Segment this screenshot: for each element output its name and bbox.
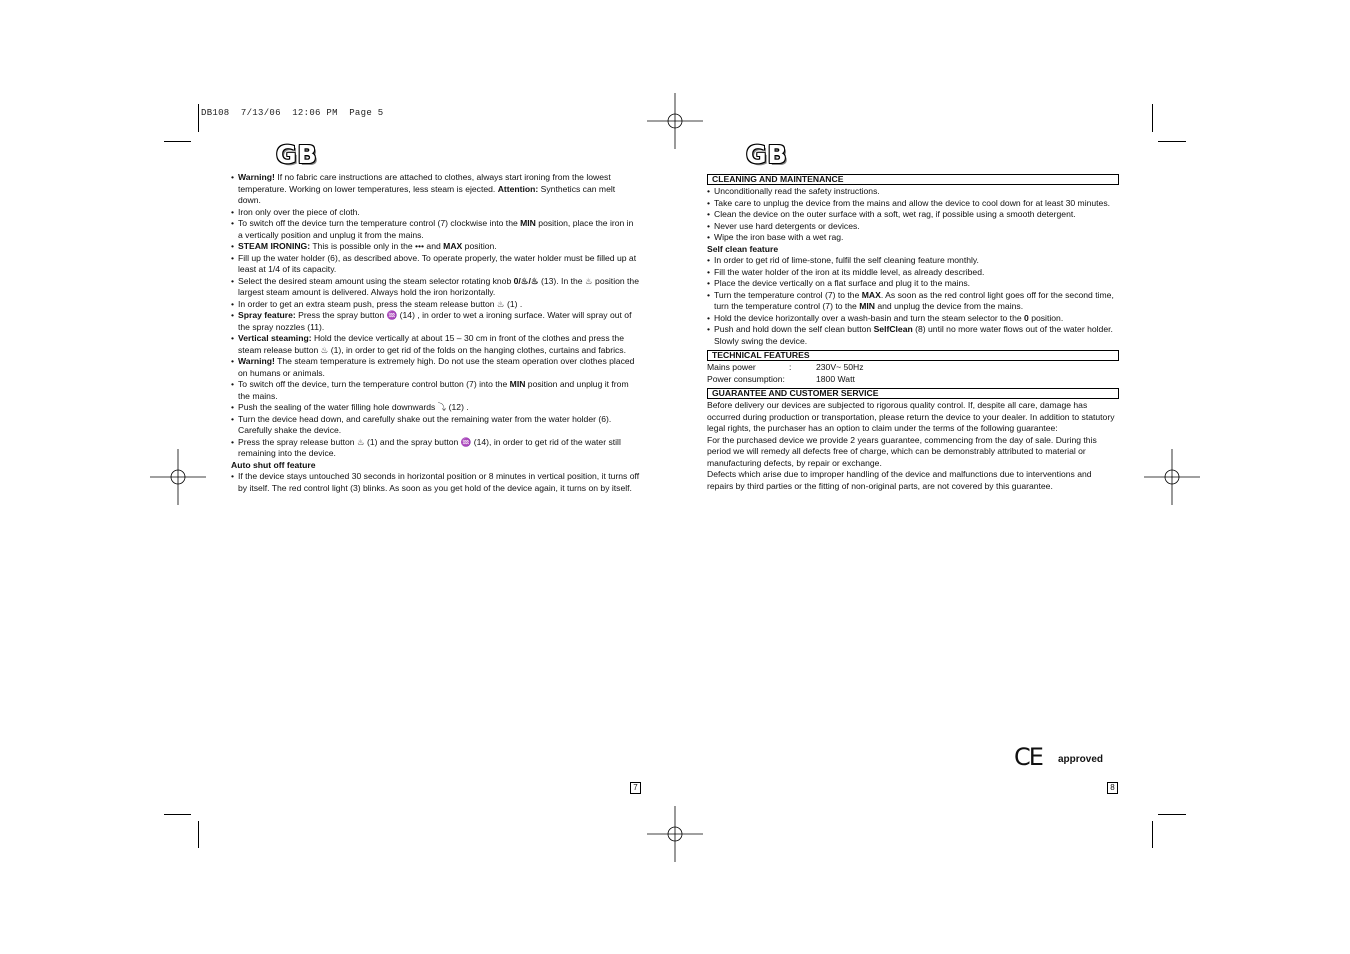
spec-table bbox=[707, 362, 1119, 385]
list-item bbox=[707, 290, 1119, 313]
body-text: Fill the water holder of the iron at its middle level, as already described. bbox=[714, 266, 985, 277]
list-item bbox=[231, 402, 640, 414]
body-text: Iron only over the piece of cloth. bbox=[238, 206, 360, 217]
crop-mark bbox=[1158, 814, 1186, 815]
list-item bbox=[231, 172, 640, 207]
registration-mark-icon bbox=[150, 449, 206, 505]
instruction-list bbox=[707, 255, 1119, 347]
crop-mark bbox=[198, 821, 199, 848]
emphasis-text: MIN bbox=[520, 218, 536, 228]
body-text: Wipe the iron base with a wet rag. bbox=[714, 232, 844, 242]
body-text: Turn the device head down, and carefully shake out the remaining water from the water holder (6). Carefully shake the device. bbox=[238, 413, 612, 435]
spec-label: Power consumption: bbox=[707, 373, 785, 384]
list-item bbox=[231, 310, 640, 333]
list-item bbox=[707, 313, 1119, 325]
subheading-self-clean: Self clean feature bbox=[707, 243, 779, 254]
instruction-list bbox=[231, 172, 640, 460]
body-text: Press the spray button ♒ (14) , in order to wet a ironing surface. Water will spray out of the spray nozzles (11). bbox=[238, 310, 632, 332]
body-text: Turn the temperature control (7) to the bbox=[714, 289, 862, 300]
right-page-body bbox=[707, 173, 1119, 492]
guarantee-paragraph: Before delivery our devices are subjected to rigorous quality control. If, despite all care, damage has occurred during production or transportation, please return the device to your dealer. In addition to statutory legal rights, the purchaser has an option to claim under the terms of the following guarantee: bbox=[707, 400, 1115, 433]
list-item bbox=[707, 324, 1119, 347]
section-title-guarantee: GUARANTEE AND CUSTOMER SERVICE bbox=[707, 388, 1119, 399]
body-text: Press the spray release button ♨ (1) and the spray button ♒ (14), in order to get rid of the water still remaining into the device. bbox=[238, 436, 621, 458]
list-item bbox=[707, 209, 1119, 221]
list-item bbox=[231, 207, 640, 219]
guarantee-paragraph: For the purchased device we provide 2 years guarantee, commencing from the day of sale. During this period we will remedy all defects free of charge, which can be demonstrably attributed to material or manufacturing defects, by repair or exchange. bbox=[707, 434, 1097, 468]
body-text: Select the desired steam amount using the steam selector rotating knob bbox=[238, 275, 514, 286]
list-item bbox=[231, 299, 640, 311]
body-text: Take care to unplug the device from the mains and allow the device to cool down for at least 30 minutes. bbox=[714, 197, 1111, 208]
emphasis-text: MIN bbox=[509, 379, 526, 389]
body-text: To switch off the device turn the temperature control (7) clockwise into the bbox=[238, 218, 521, 228]
body-text: position and unplug it from the mains. bbox=[238, 379, 629, 401]
emphasis-text: MIN bbox=[859, 301, 875, 311]
body-text: If no fabric care instructions are attached to clothes, always start ironing from the lowest temperature. Working on lower temperatures, less steam is ejected. bbox=[238, 172, 611, 194]
list-item bbox=[231, 218, 640, 241]
body-text: Push the sealing of the water filling hole downwards ⤵ (12) . bbox=[238, 402, 469, 412]
body-text: In order to get rid of lime-stone, fulfil the self cleaning feature monthly. bbox=[714, 255, 979, 265]
language-heading: GB bbox=[276, 140, 318, 169]
emphasis-text: 0 bbox=[1024, 312, 1029, 323]
body-text: Place the device vertically on a flat surface and plug it to the mains. bbox=[714, 278, 971, 288]
body-text: To switch off the device, turn the temperature control button (7) into the bbox=[238, 379, 510, 389]
emphasis-text: MAX bbox=[861, 289, 881, 300]
spec-value: 1800 Watt bbox=[816, 373, 855, 384]
list-item bbox=[707, 278, 1119, 290]
spec-colon: : bbox=[789, 362, 792, 372]
spec-colon bbox=[789, 374, 816, 386]
page-number: 8 bbox=[1107, 782, 1118, 794]
list-item bbox=[231, 437, 640, 460]
subheading: Auto shut off feature bbox=[231, 459, 316, 470]
spec-value: 230V~ 50Hz bbox=[816, 362, 864, 372]
list-item bbox=[707, 221, 1119, 233]
body-text: If the device stays untouched 30 seconds in horizontal position or 8 minutes in vertical position, it turns off by itself. The red control light (3) blinks. As soon as you get hold of the device again, it turns on by itself. bbox=[238, 471, 640, 493]
crop-mark bbox=[164, 141, 191, 142]
registration-mark-icon bbox=[647, 93, 703, 149]
list-item bbox=[231, 414, 640, 437]
emphasis-text: Attention: bbox=[497, 183, 539, 194]
body-text: In order to get an extra steam push, press the steam release button ♨ (1) . bbox=[238, 298, 523, 309]
list-item bbox=[707, 186, 1119, 198]
body-text: Synthetics can melt down. bbox=[238, 183, 616, 205]
list-item bbox=[231, 356, 640, 379]
emphasis-text: SelfClean bbox=[873, 324, 913, 334]
guarantee-paragraph: Defects which arise due to improper handling of the device and malfunctions due to interventions and repairs by third parties or the fitting of non-original parts, are not covered by this guarantee. bbox=[707, 469, 1092, 491]
body-text: Unconditionally read the safety instructions. bbox=[714, 186, 880, 196]
body-text: This is possible only in the ••• and bbox=[310, 241, 444, 251]
emphasis-text: Vertical steaming: bbox=[238, 333, 312, 343]
list-item bbox=[231, 471, 640, 494]
body-text: (13). In the ♨ position the largest steam amount is delivered. Always hold the iron horizontally. bbox=[238, 275, 639, 297]
section-title-cleaning: CLEANING AND MAINTENANCE bbox=[707, 174, 1119, 185]
emphasis-text: Spray feature: bbox=[238, 310, 296, 320]
body-text: and unplug the device from the mains. bbox=[874, 301, 1024, 311]
crop-mark bbox=[1158, 141, 1186, 142]
body-text: Never use hard detergents or devices. bbox=[714, 220, 860, 231]
list-item bbox=[231, 253, 640, 276]
list-item bbox=[707, 232, 1119, 244]
body-text: Hold the device vertically at about 15 – 30 cm in front of the clothes and press the steam release button ♨ (1), in order to get rid of the folds on the hanging clothes, curtains and fabrics. bbox=[238, 333, 626, 355]
ce-mark-icon: CE bbox=[1014, 743, 1042, 771]
registration-mark-icon bbox=[647, 806, 703, 862]
spec-label: Mains power bbox=[707, 362, 756, 372]
body-text: Push and hold down the self clean button bbox=[714, 324, 874, 334]
list-item bbox=[231, 241, 640, 253]
body-text: position. bbox=[1028, 312, 1064, 323]
page-number: 7 bbox=[630, 782, 641, 794]
registration-mark-icon bbox=[1144, 449, 1200, 505]
instruction-list bbox=[231, 471, 640, 494]
list-item bbox=[231, 379, 640, 402]
emphasis-text: Warning! bbox=[238, 172, 275, 182]
spec-row bbox=[707, 374, 1119, 386]
emphasis-text: STEAM IRONING: bbox=[238, 241, 311, 251]
emphasis-text: MAX bbox=[443, 241, 463, 251]
body-text: Fill up the water holder (6), as described above. To operate properly, the water holder must be filled up at least at 1/4 of its capacity. bbox=[238, 252, 637, 274]
printer-slug: DB108 7/13/06 12:06 PM Page 5 bbox=[201, 108, 384, 118]
body-text: position, place the iron in a vertically position and unplug it from the mains. bbox=[238, 218, 634, 240]
body-text: position. bbox=[462, 241, 497, 251]
list-item bbox=[707, 255, 1119, 267]
language-heading: GB bbox=[746, 140, 788, 169]
list-item bbox=[231, 333, 640, 356]
body-text: . As soon as the red control light goes off for the second time, turn the temperature control (7) to the bbox=[714, 289, 1114, 311]
body-text: The steam temperature is extremely high. Do not use the steam operation over clothes placed on humans or animals. bbox=[238, 356, 635, 378]
left-page-body bbox=[231, 172, 640, 494]
crop-mark bbox=[1152, 104, 1153, 132]
guarantee-text bbox=[707, 400, 1119, 492]
list-item bbox=[707, 198, 1119, 210]
section-title-technical: TECHNICAL FEATURES bbox=[707, 350, 1119, 361]
crop-mark bbox=[164, 814, 191, 815]
list-item bbox=[231, 276, 640, 299]
body-text: (8) until no more water flows out of the water holder. Slowly swing the device. bbox=[714, 324, 1113, 346]
crop-mark bbox=[1152, 821, 1153, 848]
instruction-list bbox=[707, 186, 1119, 244]
spec-row bbox=[707, 362, 1119, 374]
approved-label: approved bbox=[1058, 754, 1104, 765]
emphasis-text: 0/♨/♨ bbox=[513, 275, 539, 286]
body-text: Hold the device horizontally over a wash-basin and turn the steam selector to the bbox=[714, 312, 1025, 323]
crop-mark bbox=[198, 104, 199, 132]
emphasis-text: Warning! bbox=[238, 356, 275, 366]
body-text: Clean the device on the outer surface with a soft, wet rag, if possible using a smooth detergent. bbox=[714, 209, 1076, 219]
list-item bbox=[707, 267, 1119, 279]
